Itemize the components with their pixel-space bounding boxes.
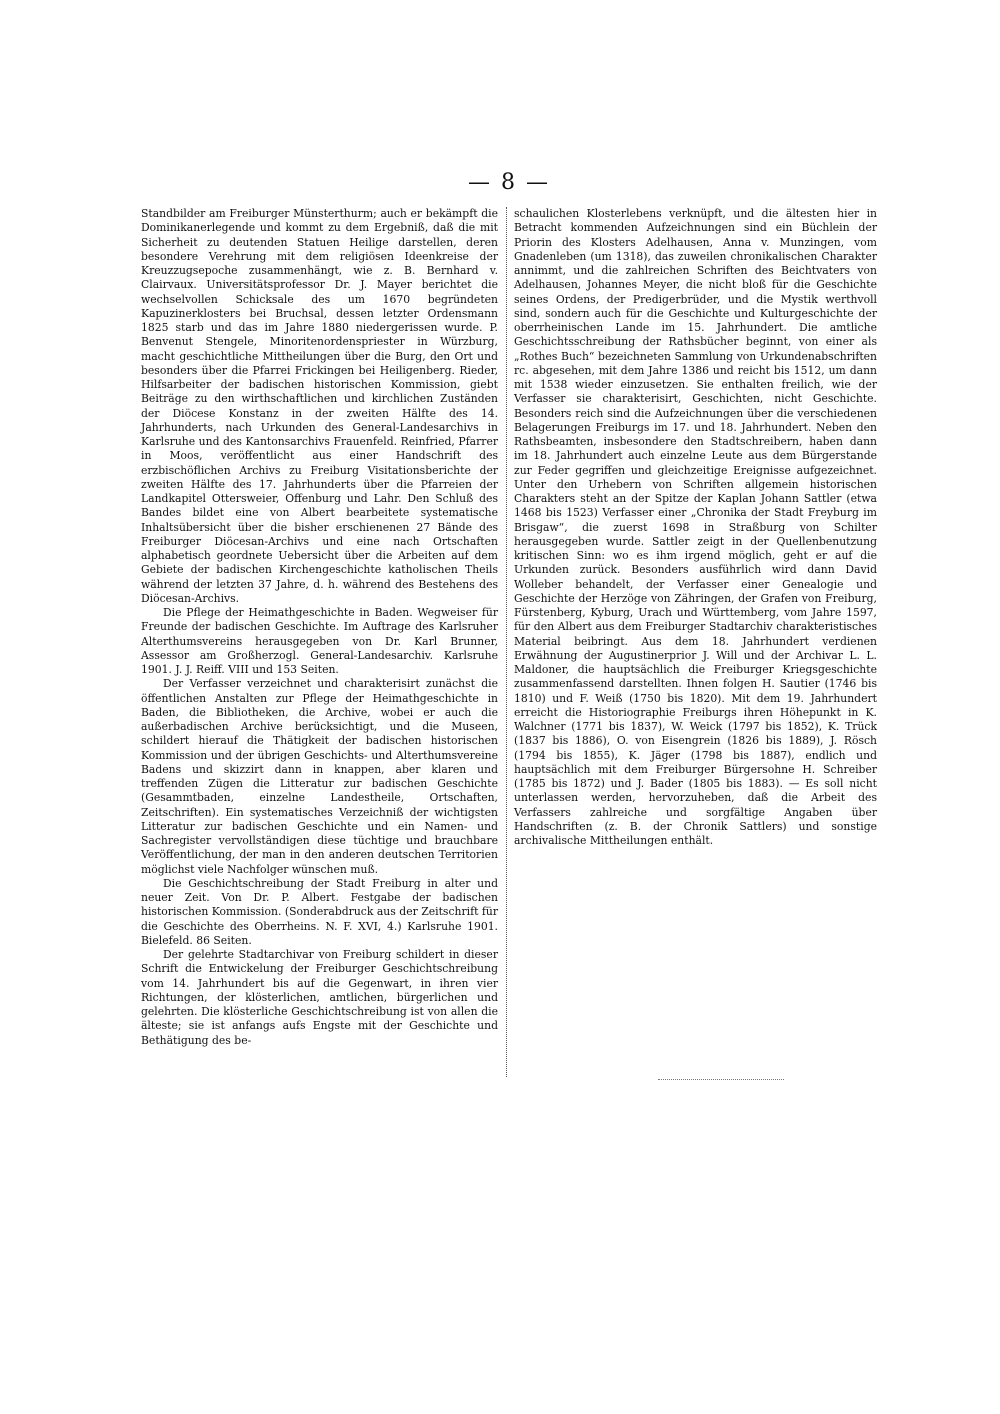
column-divider (506, 207, 507, 1077)
right-paragraph-1: schaulichen Klosterlebens verknüpft, und die ältesten hier in Betracht kommenden Aufzeichnungen sind ein Büchlein der Priorin des Klosters Adelhausen, Anna v. Munzingen, vom Gnadenleben (um 1318), das zuweilen chronikalischen Charakter annimmt, und die zahlreichen Schriften des Beichtvaters von Adelhausen, Johannes Meyer, die nicht bloß für die Geschichte seines Ordens, der Predigerbrüder, und die Mystik werthvoll sind, sondern auch für die Geschichte und Kulturgeschichte der oberrheinischen Lande im 15. Jahrhundert. Die amtliche Geschichtsschreibung der Rathsbücher beginnt, von einer als „Rothes Buch“ bezeichneten Sammlung von Urkundenabschriften rc. abgesehen, mit dem Jahre 1386 und reicht bis 1512, um dann mit 1538 wieder einzusetzen. Sie enthalten freilich, wie der Verfasser sie charakterisirt, Geschichten, nicht Geschichte. Besonders reich sind die Aufzeichnungen über die verschiedenen Belagerungen Freiburgs im 17. und 18. Jahrhundert. Neben den Rathsbeamten, insbesondere den Stadtschreibern, haben dann im 18. Jahrhundert auch einzelne Leute aus dem Bürgerstande zur Feder gegriffen und gleichzeitige Ereignisse aufgezeichnet. Unter den Urhebern von Schriften allgemein historischen Charakters steht an der Spitze der Kaplan Johann Sattler (etwa 1468 bis 1523) Verfasser einer „Chronika der Stadt Freyburg im Brisgaw“, die zuerst 1698 in Straßburg von Schilter herausgegeben wurde. Sattler zeigt in der Quellenbenutzung kritischen Sinn: wo es ihm irgend möglich, geht er auf die Urkunden zurück. Besonders ausführlich wird dann David Wolleber behandelt, der Verfasser einer Genealogie und Geschichte der Herzöge von Zähringen, der Grafen von Freiburg, Fürstenberg, Kyburg, Urach und Württemberg, vom Jahre 1597, für den Albert aus dem Freiburger Stadtarchiv charakteristisches Material beibringt. Aus dem 18. Jahrhundert verdienen Erwähnung der Augustinerprior J. Will und der Archivar L. L. Maldoner, die hauptsächlich die Freiburger Kriegsgeschichte zusammenfassend darstellten. Ihnen folgen H. Sautier (1746 bis 1810) und F. Weiß (1750 bis 1820). Mit dem 19. Jahrhundert erreicht die Historiographie Freiburgs ihren Höhepunkt in K. Walchner (1771 bis 1837), W. Weick (1797 bis 1852), K. Trück (1837 bis 1886), O. von Eisengrein (1826 bis 1889), J. Rösch (1794 bis 1855), K. Jäger (1798 bis 1887), endlich und hauptsächlich mit dem Freiburger Bürgersohne H. Schreiber (1785 bis 1872) und J. Bader (1805 bis 1883). — Es soll nicht unterlassen werden, hervorzuheben, daß die Arbeit des Verfassers zahlreiche und sorgfältige Angaben über Handschriften (z. B. der Chronik Sattlers) und sonstige archivalische Mittheilungen enthält. (514, 207, 877, 847)
left-paragraph-3: Der Verfasser verzeichnet und charakterisirt zunächst die öffentlichen Anstalten zur Pflege der Heimathgeschichte in Baden, die Bibliotheken, die Archive, wobei er auch die außerbadischen Archive berücksichtigt, und die Museen, schildert hierauf die Thätigkeit der badischen historischen Kommission und der übrigen Geschichts- und Alterthumsvereine Badens und skizzirt dann in knappen, aber klaren und treffenden Zügen die Litteratur zur badischen Geschichte (Gesammtbaden, einzelne Landestheile, Ortschaften, Zeitschriften). Ein systematisches Verzeichniß der wichtigsten Litteratur zur badischen Geschichte und ein Namen- und Sachregister vervollständigen diese tüchtige und brauchbare Veröffentlichung, der man in den anderen deutschen Territorien möglichst viele Nachfolger wünschen muß. (141, 677, 498, 876)
left-paragraph-4: Die Geschichtschreibung der Stadt Freiburg in alter und neuer Zeit. Von Dr. P. Albert. Festgabe der badischen historischen Kommission. (Sonderabdruck aus der Zeitschrift für die Geschichte des Oberrheins. N. F. XVI, 4.) Karlsruhe 1901. Bielefeld. 86 Seiten. (141, 876, 498, 947)
left-column (141, 207, 498, 1048)
right-column (514, 207, 877, 848)
end-rule (658, 1079, 784, 1080)
page-number (0, 170, 1000, 194)
left-paragraph-5: Der gelehrte Stadtarchivar von Freiburg schildert in dieser Schrift die Entwickelung der Freiburger Geschichtschreibung vom 14. Jahrhundert bis auf die Gegenwart, in ihren vier Richtungen, der klösterlichen, amtlichen, bürgerlichen und gelehrten. Die klösterliche Geschichtschreibung ist von allen die älteste; sie ist anfangs aufs Engste mit der Geschichte und Bethätigung des be- (141, 948, 498, 1047)
left-paragraph-1: Standbilder am Freiburger Münsterthurm; auch er bekämpft die Dominikanerlegende und kommt zu dem Ergebniß, daß die mit Sicherheit zu deutenden Statuen Heilige darstellen, deren besondere Verehrung mit dem religiösen Ideenkreise der Kreuzzugsepoche zusammenhängt, wie z. B. Bernhard v. Clairvaux. Universitätsprofessor Dr. J. Mayer berichtet die wechselvollen Schicksale des um 1670 begründeten Kapuzinerklosters bei Bruchsal, dessen letzter Ordensmann 1825 starb und das im Jahre 1880 niedergerissen wurde. P. Benvenut Stengele, Minoritenordenspriester in Würzburg, macht geschichtliche Mittheilungen über die Burg, den Ort und besonders über die Pfarrei Frickingen bei Heiligenberg. Rieder, Hilfsarbeiter der badischen historischen Kommission, giebt Beiträge zu den wirthschaftlichen und kirchlichen Zuständen der Diöcese Konstanz in der zweiten Hälfte des 14. Jahrhunderts, nach Urkunden des General-Landesarchivs in Karlsruhe und des Kantonsarchivs Frauenfeld. Reinfried, Pfarrer in Moos, veröffentlicht aus einer Handschrift des erzbischöflichen Archivs zu Freiburg Visitationsberichte der zweiten Hälfte des 17. Jahrhunderts über die Pfarreien der Landkapitel Ottersweier, Offenburg und Lahr. Den Schluß des Bandes bildet eine von Albert bearbeitete systematische Inhaltsübersicht über die bisher erschienenen 27 Bände des Freiburger Diöcesan-Archivs und eine nach Ortschaften alphabetisch geordnete Uebersicht über die Arbeiten auf dem Gebiete der badischen Kirchengeschichte katholischen Theils während der letzten 37 Jahre, d. h. während des Bestehens des Diöcesan-Archivs. (141, 207, 498, 605)
left-paragraph-2: Die Pflege der Heimathgeschichte in Baden. Wegweiser für Freunde der badischen Geschichte. Im Auftrage des Karlsruher Alterthumsvereins herausgegeben von Dr. Karl Brunner, Assessor am Großherzogl. General-Landesarchiv. Karlsruhe 1901. J. J. Reiff. VIII und 153 Seiten. (141, 606, 498, 676)
page-number-text: — 8 — (468, 170, 550, 195)
